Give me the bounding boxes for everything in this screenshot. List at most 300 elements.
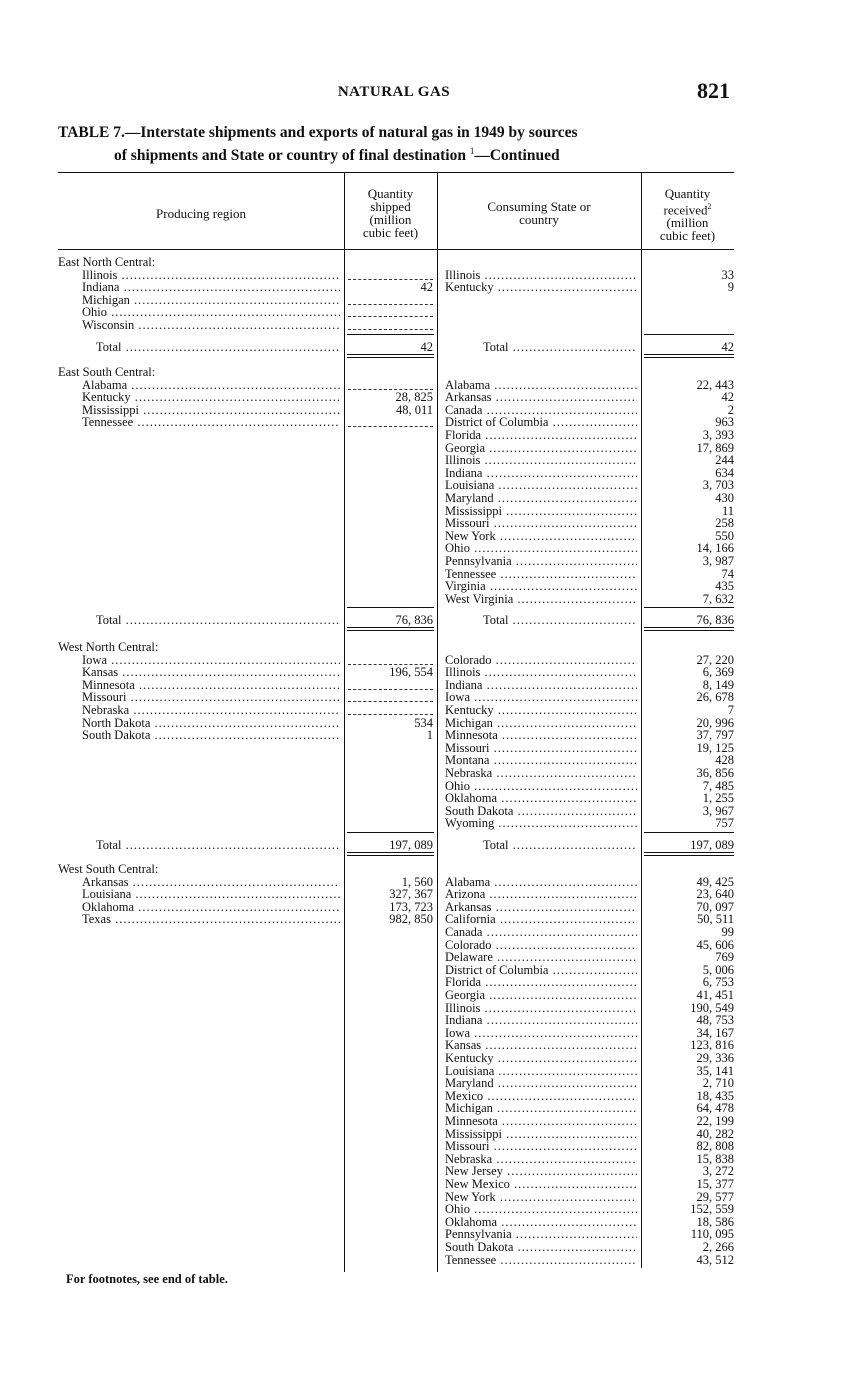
producer-row [58,666,340,679]
consumer-received-value: 42 [721,390,734,405]
consumer-row [445,1027,637,1040]
total-row-consumers-label: Total ..... [483,614,637,627]
total-rule-shipped [347,607,434,608]
consumer-row [445,951,637,964]
total-shipped-value: 42 [420,339,433,354]
consumer-row-label: Nebraska ..... [445,767,637,780]
consumer-row [445,1052,637,1065]
producer-row-label: Ohio ..... [82,306,340,319]
consumer-received-value: 14, 166 [696,541,734,556]
consumer-row-label: Illinois ..... [445,1002,637,1015]
consumer-row-label: Kentucky ..... [445,704,637,717]
consumer-received-value: 9 [727,280,734,295]
consumer-received-value: 435 [715,579,734,594]
producer-row-label: Missouri ..... [82,691,340,704]
consumer-received-value: 244 [715,453,734,468]
consumer-row [445,717,637,730]
consumer-row-label: Arkansas ..... [445,901,637,914]
producer-row-label: Wisconsin ..... [82,319,340,332]
header-quantity-received-line: cubic feet) [659,228,716,244]
consumer-received-value: 430 [715,491,734,505]
total-double-rule-received-b [644,630,734,631]
consumer-received-value: 18, 435 [696,1088,734,1103]
consumer-received-value: 7, 485 [702,778,734,793]
consumer-row-label: Iowa ..... [445,1027,637,1040]
consumer-row-label: Canada ..... [445,404,637,417]
consumer-row-label: Minnesota ..... [445,1115,637,1128]
consumer-row [445,454,637,467]
consumer-received-value: 82, 808 [696,1139,734,1154]
consumer-row-label: Montana ..... [445,754,637,767]
consumer-row [445,1216,637,1229]
consumer-row-label: Missouri ..... [445,517,637,530]
producer-row-label: Oklahoma ..... [82,901,340,914]
consumer-row-label: Kansas ..... [445,1039,637,1052]
producer-row-label: Kansas ..... [82,666,340,679]
total-double-rule-shipped [347,354,434,355]
consumer-row-label: Oklahoma ..... [445,1216,637,1229]
region-heading: East North Central: [58,255,156,269]
consumer-row [445,1090,637,1103]
consumer-received-value: 550 [715,528,734,543]
consumer-row-label: District of Columbia ..... [445,964,637,977]
consumer-row-label: Canada ..... [445,926,637,939]
consumer-row [445,505,637,518]
producer-row-label: Texas ..... [82,913,340,926]
page-number: 821 [697,78,730,103]
consumer-row-label: Florida ..... [445,976,637,989]
consumer-received-value: 7, 632 [702,591,734,606]
consumer-received-value: 3, 272 [702,1164,734,1179]
shipped-empty-dashes [348,689,433,690]
consumer-row [445,1228,637,1241]
consumer-received-value: 8, 149 [702,677,734,692]
consumer-row-label: Minnesota ..... [445,729,637,742]
header-quantity-received [641,187,734,242]
producer-shipped-value: 196, 554 [389,665,433,680]
total-double-rule-shipped-b [347,855,434,856]
consumer-row [445,530,637,543]
total-received-value: 42 [721,339,734,354]
consumer-received-value: 29, 577 [696,1189,734,1204]
consumer-received-value: 74 [721,566,734,581]
consumer-received-value: 20, 996 [696,715,734,730]
consumer-row-label: Virginia ..... [445,580,637,593]
col-rule-2 [437,172,438,1272]
consumer-row-label: New Jersey ..... [445,1165,637,1178]
producer-row [58,704,340,717]
consumer-received-value: 15, 838 [696,1151,734,1166]
total-received-value: 197, 089 [690,838,734,852]
consumer-row [445,404,637,417]
consumer-row-label: Delaware ..... [445,951,637,964]
total-double-rule-received [644,627,734,628]
consumer-row [445,1203,637,1216]
producer-row-label: North Dakota ..... [82,717,340,730]
consumer-row [445,429,637,442]
producer-row-label: Michigan ..... [82,294,340,307]
producer-row-label: Kentucky ..... [82,391,340,404]
total-row-producers-label: Total ..... [96,341,340,354]
consumer-received-value: 45, 606 [696,937,734,952]
header-consuming-state-line: Consuming State or [487,199,591,214]
consumer-received-value: 1, 255 [702,791,734,806]
consumer-row-label: Georgia ..... [445,989,637,1002]
consumer-row-label: Colorado ..... [445,654,637,667]
consumer-row [445,555,637,568]
producer-row-label: South Dakota ..... [82,729,340,742]
header-consuming-state-line: country [519,212,559,227]
consumer-received-value: 17, 869 [696,440,734,455]
consumer-received-value: 963 [715,415,734,430]
consumer-row-label: South Dakota ..... [445,1241,637,1254]
consumer-row-label: Ohio ..... [445,542,637,555]
header-quantity-shipped-line: shipped [370,199,411,214]
consumer-row [445,729,637,742]
total-double-rule-shipped [347,627,434,628]
consumer-row [445,1077,637,1090]
producer-row-label: Illinois ..... [82,269,340,282]
consumer-row [445,1254,637,1267]
region-heading: East South Central: [58,365,156,379]
producer-row [58,416,340,429]
producer-row [58,888,340,901]
consumer-row-label: Michigan ..... [445,1102,637,1115]
consumer-row [445,1102,637,1115]
shipped-empty-dashes [348,329,433,330]
consumer-row-label: Louisiana ..... [445,479,637,492]
producer-row-label: Mississippi ..... [82,404,340,417]
total-double-rule-received-b [644,855,734,856]
total-row-producers [58,341,340,354]
consumer-row-label: Arkansas ..... [445,391,637,404]
consumer-received-value: 35, 141 [696,1063,734,1078]
consumer-received-value: 22, 199 [696,1114,734,1128]
producer-row-label: Minnesota ..... [82,679,340,692]
producer-row-label: Indiana ..... [82,281,340,294]
consumer-received-value: 6, 753 [702,975,734,990]
consumer-row [445,742,637,755]
consumer-row-label: Pennsylvania ..... [445,555,637,568]
total-row-producers-label: Total ..... [96,839,340,852]
consumer-received-value: 2, 710 [702,1076,734,1091]
consumer-row-label: Pennsylvania ..... [445,1228,637,1241]
consumer-received-value: 11 [721,503,734,518]
producer-shipped-value: 28, 825 [395,390,433,405]
consumer-row [445,1002,637,1015]
consumer-received-value: 7 [727,703,734,717]
consumer-row [445,580,637,593]
consumer-row-label: Missouri ..... [445,1140,637,1153]
running-title: NATURAL GAS [337,84,451,100]
producer-row [58,691,340,704]
producer-shipped-value: 42 [420,280,433,295]
consumer-row-label: Kentucky ..... [445,1052,637,1065]
consumer-received-value: 27, 220 [696,652,734,667]
producer-row [58,391,340,404]
consumer-row [445,989,637,1002]
total-shipped-value: 76, 836 [395,613,433,628]
consumer-row [445,593,637,606]
consumer-received-value: 22, 443 [696,377,734,392]
consumer-row [445,1115,637,1128]
consumer-row-label: Indiana ..... [445,467,637,480]
producer-shipped-value: 327, 367 [389,887,433,902]
consumer-row-label: Missouri ..... [445,742,637,755]
consumer-row [445,568,637,581]
region-heading: West North Central: [58,640,159,654]
consumer-received-value: 123, 816 [690,1038,734,1053]
consumer-row-label: Maryland ..... [445,492,637,505]
consumer-row-label: Mississippi ..... [445,505,637,518]
consumer-row [445,691,637,704]
producer-row [58,913,340,926]
consumer-row-label: Tennessee ..... [445,568,637,581]
consumer-received-value: 23, 640 [696,887,734,902]
header-quantity-received-line: Quantity [664,186,711,201]
consumer-received-value: 2 [727,402,734,417]
header-quantity-shipped-line: cubic feet) [362,225,419,240]
consumer-received-value: 41, 451 [696,988,734,1002]
total-double-rule-received-b [644,357,734,358]
producer-row-label: Louisiana ..... [82,888,340,901]
consumer-row-label: West Virginia ..... [445,593,637,606]
producer-row [58,379,340,392]
header-quantity-shipped [344,187,437,239]
consumer-row [445,517,637,530]
total-rule-shipped [347,334,434,335]
consumer-row-label: Mississippi ..... [445,1128,637,1141]
total-rule-shipped [347,832,434,833]
consumer-row-label: Kentucky ..... [445,281,637,294]
producer-row [58,901,340,914]
header-producing-region: Producing region [156,206,246,221]
page-header [58,78,730,108]
consumer-received-value: 6, 369 [702,665,734,680]
producer-row-label: Alabama ..... [82,379,340,392]
consumer-row-label: Alabama ..... [445,379,637,392]
consumer-row-label: Michigan ..... [445,717,637,730]
table-title-continued: —Continued [474,147,560,165]
table-title [58,124,734,165]
consumer-row-label: Georgia ..... [445,442,637,455]
consumer-row-label: Oklahoma ..... [445,792,637,805]
shipped-empty-dashes [348,316,433,317]
consumer-received-value: 34, 167 [696,1025,734,1040]
consumer-received-value: 769 [715,950,734,965]
consumer-received-value: 428 [715,753,734,768]
consumer-row [445,792,637,805]
title-footnote-mark: 1 [469,146,475,156]
consumer-row-label: Alabama ..... [445,876,637,889]
consumer-received-value: 15, 377 [696,1177,734,1191]
total-double-rule-shipped [347,852,434,853]
total-row-consumers [445,341,637,354]
consumer-row [445,964,637,977]
consumer-row [445,754,637,767]
consumer-received-value: 190, 549 [690,1000,734,1015]
consumer-row-label: Illinois ..... [445,269,637,282]
consumer-row [445,542,637,555]
consumer-row-label: Wyoming ..... [445,817,637,830]
producer-shipped-value: 48, 011 [395,402,433,417]
consumer-received-value: 64, 478 [696,1101,734,1116]
consumer-row [445,281,637,294]
col-rule-3 [641,172,642,1268]
consumer-row-label: Louisiana ..... [445,1065,637,1078]
consumer-row-label: District of Columbia ..... [445,416,637,429]
consumer-row [445,1153,637,1166]
consumer-row [445,1014,637,1027]
consumer-row [445,479,637,492]
producer-row-label: Arkansas ..... [82,876,340,889]
consumer-received-value: 110, 095 [690,1227,734,1242]
consumer-row [445,876,637,889]
consumer-row-label: Florida ..... [445,429,637,442]
consumer-row [445,913,637,926]
consumer-received-value: 634 [715,465,734,480]
consumer-row [445,767,637,780]
consumer-row-label: Illinois ..... [445,454,637,467]
consumer-row [445,379,637,392]
region-heading: West South Central: [58,862,159,876]
total-rule-received [644,832,734,833]
producer-row [58,729,340,742]
total-row-consumers [445,839,637,852]
producer-row-label: Nebraska ..... [82,704,340,717]
producer-row [58,876,340,889]
table-title-line2-wrap [58,142,734,165]
total-rule-received [644,607,734,608]
table-title-line1: TABLE 7.—Interstate shipments and exports of natural gas in 1949 by sources [58,124,578,141]
consumer-row [445,939,637,952]
consumer-received-value: 258 [715,516,734,531]
producer-row-label: Tennessee ..... [82,416,340,429]
consumer-received-value: 37, 797 [696,728,734,743]
consumer-row [445,1039,637,1052]
consumer-row [445,1178,637,1191]
footnote-reference: For footnotes, see end of table. [66,1272,228,1286]
consumer-row-label: Mexico ..... [445,1090,637,1103]
total-double-rule-received [644,354,734,355]
total-row-consumers-label: Total ..... [483,839,637,852]
consumer-received-value: 5, 006 [702,962,734,977]
consumer-row [445,1128,637,1141]
consumer-row [445,976,637,989]
consumer-row [445,442,637,455]
consumer-row [445,666,637,679]
shipped-empty-dashes [348,304,433,305]
consumer-received-value: 33 [721,267,734,282]
consumer-received-value: 40, 282 [696,1126,734,1141]
total-row-producers [58,614,340,627]
consumer-row [445,654,637,667]
consumer-row-label: Arizona ..... [445,888,637,901]
producer-row [58,679,340,692]
consumer-received-value: 18, 586 [696,1214,734,1229]
producer-row-label: Iowa ..... [82,654,340,667]
producer-row [58,281,340,294]
producer-row [58,269,340,282]
producer-row [58,654,340,667]
consumer-received-value: 43, 512 [696,1252,734,1267]
consumer-row-label: New Mexico ..... [445,1178,637,1191]
consumer-row [445,926,637,939]
consumer-row [445,492,637,505]
header-quantity-received-line: received$^2$ [663,202,712,218]
producer-shipped-value: 173, 723 [389,899,433,914]
consumer-row-label: Colorado ..... [445,939,637,952]
consumer-row [445,805,637,818]
consumer-received-value: 29, 336 [696,1051,734,1065]
consumer-row-label: New York ..... [445,530,637,543]
header-bottom-rule [58,249,734,250]
consumer-row [445,901,637,914]
consumer-received-value: 49, 425 [696,874,734,889]
consumer-row-label: South Dakota ..... [445,805,637,818]
total-double-rule-shipped-b [347,357,434,358]
consumer-row-label: Illinois ..... [445,666,637,679]
consumer-received-value: 757 [715,816,734,831]
producer-shipped-value: 534 [414,715,433,730]
producer-row [58,404,340,417]
consumer-row [445,888,637,901]
consumer-received-value: 19, 125 [696,740,734,755]
shipped-empty-dashes [348,714,433,715]
consumer-received-value: 36, 856 [696,766,734,780]
consumer-row [445,780,637,793]
consumer-row [445,1140,637,1153]
consumer-row-label: Iowa ..... [445,691,637,704]
total-rule-received [644,334,734,335]
total-shipped-value: 197, 089 [389,838,433,852]
shipped-empty-dashes [348,426,433,427]
total-double-rule-shipped-b [347,630,434,631]
consumer-row-label: Ohio ..... [445,1203,637,1216]
consumer-received-value: 70, 097 [696,899,734,914]
total-row-consumers [445,614,637,627]
total-row-producers [58,839,340,852]
shipped-empty-dashes [348,701,433,702]
consumer-row-label: Maryland ..... [445,1077,637,1090]
consumer-row-label: New York ..... [445,1191,637,1204]
header-quantity-shipped-line: (million [369,212,412,227]
producer-shipped-value: 1 [426,728,433,743]
consumer-received-value: 50, 511 [696,912,734,927]
consumer-row-label: Nebraska ..... [445,1153,637,1166]
consumer-row [445,467,637,480]
consumer-received-value: 3, 967 [702,803,734,818]
consumer-row [445,391,637,404]
consumer-row-label: California ..... [445,913,637,926]
table-top-rule [58,172,734,173]
producer-row [58,294,340,307]
consumer-row-label: Indiana ..... [445,679,637,692]
consumer-received-value: 3, 987 [702,554,734,568]
producer-shipped-value: 982, 850 [389,912,433,927]
consumer-received-value: 3, 393 [702,428,734,442]
consumer-row [445,1065,637,1078]
total-double-rule-received [644,852,734,853]
consumer-received-value: 152, 559 [690,1202,734,1217]
consumer-row [445,1165,637,1178]
producer-shipped-value: 1, 560 [401,874,433,889]
consumer-row [445,704,637,717]
received-footnote-mark: 2 [707,202,712,211]
total-row-consumers-label: Total ..... [483,341,637,354]
producer-row [58,717,340,730]
consumer-received-value: 2, 266 [702,1240,734,1254]
